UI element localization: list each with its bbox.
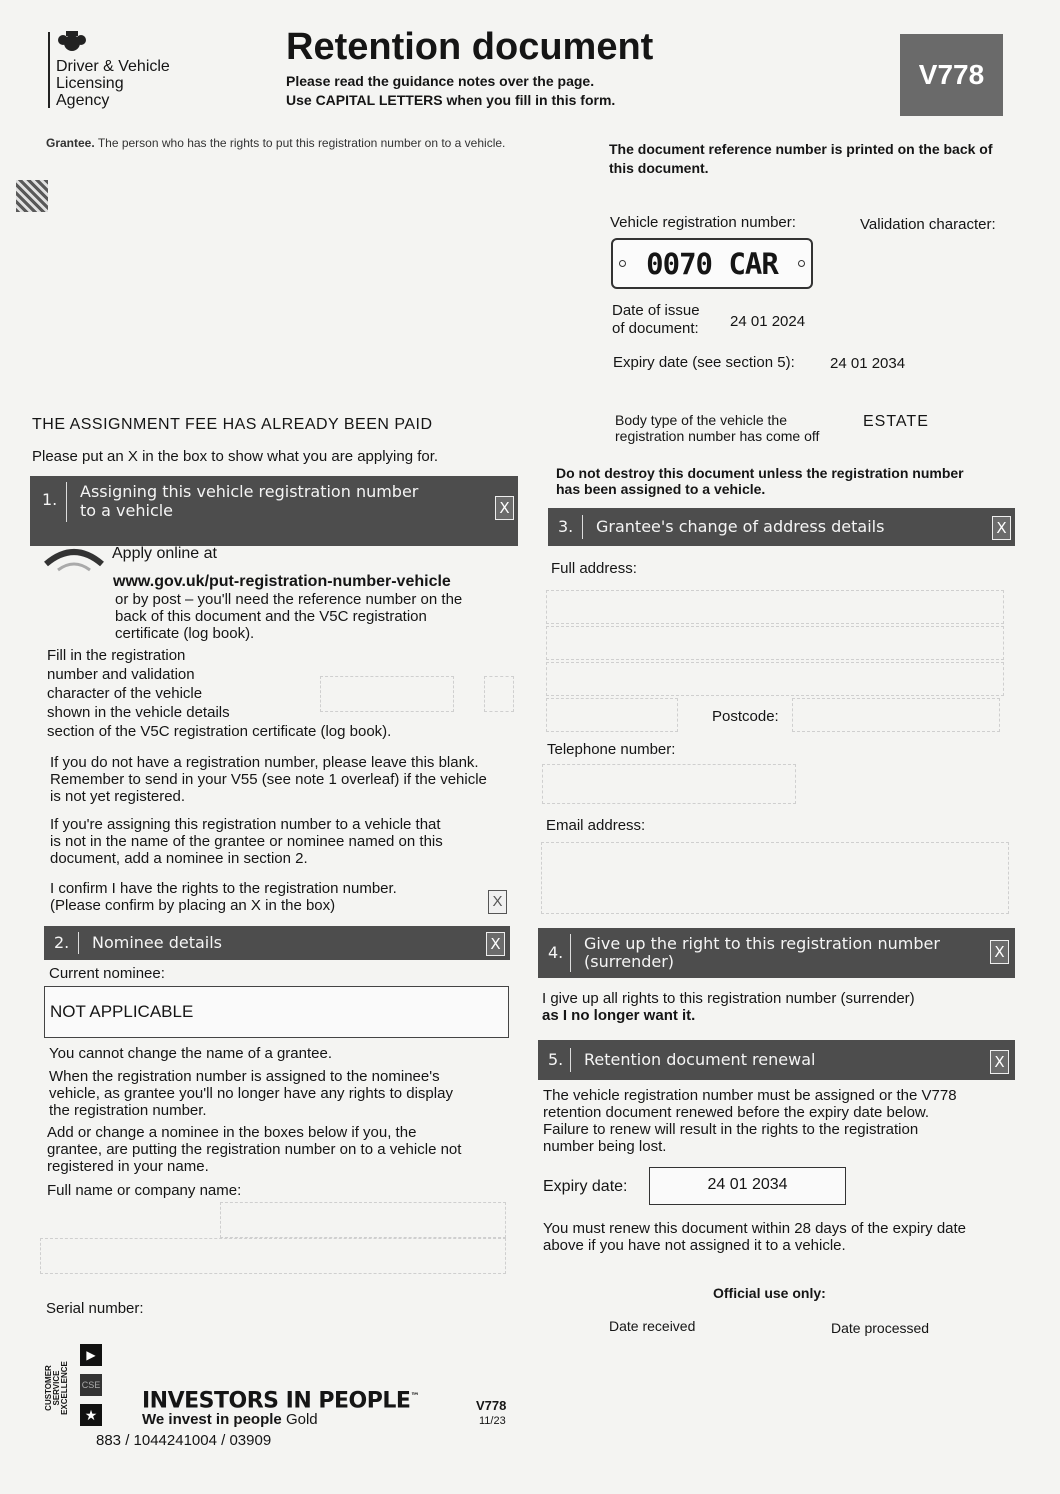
leave-blank-note: If you do not have a registration number, please leave this blank. Remember to send in your V55 (see note 1 overleaf) if the vehicle is not yet registered. bbox=[50, 754, 487, 805]
expiry-value: 24 01 2034 bbox=[830, 355, 906, 372]
plate-bolt-right bbox=[798, 260, 805, 267]
logo-rule bbox=[48, 32, 50, 108]
investors-in-people-logo: INVESTORS IN PEOPLE™ bbox=[142, 1388, 419, 1414]
renewal-expiry-label: Expiry date: bbox=[543, 1178, 628, 1195]
current-nominee-box bbox=[44, 986, 509, 1038]
serial-number-label: Serial number: bbox=[46, 1300, 144, 1317]
add-change-nominee-note: Add or change a nominee in the boxes below if you, the grantee, are putting the registration number on to a vehicle not registered in your name. bbox=[47, 1124, 462, 1175]
reg-number-label: Vehicle registration number: bbox=[610, 214, 796, 231]
renewal-expiry-box bbox=[649, 1167, 846, 1205]
telephone-input[interactable] bbox=[542, 764, 796, 804]
qr-code bbox=[16, 180, 48, 212]
section-3-checkbox[interactable]: X bbox=[992, 516, 1011, 540]
date-issue-value: 24 01 2024 bbox=[730, 313, 806, 330]
section-divider bbox=[78, 932, 79, 954]
subtitle-guidance: Please read the guidance notes over the page. bbox=[286, 73, 595, 89]
section-2-header: 2. Nominee details X bbox=[44, 926, 510, 960]
section-4-header: 4. Give up the right to this registration number (surrender) X bbox=[538, 928, 1015, 978]
section-2-checkbox[interactable]: X bbox=[486, 932, 505, 956]
section-1-checkbox[interactable]: X bbox=[495, 496, 514, 520]
footer-form-version: 11/23 bbox=[479, 1415, 506, 1427]
section-1-header: 1. Assigning this vehicle registration number to a vehicle X bbox=[30, 476, 518, 546]
section-divider bbox=[570, 934, 571, 972]
date-received-label: Date received bbox=[609, 1318, 696, 1334]
expiry-label: Expiry date (see section 5): bbox=[613, 354, 795, 371]
crest-icon bbox=[56, 30, 88, 56]
do-not-destroy-notice: Do not destroy this document unless the registration number has been assigned to a vehicle. bbox=[556, 465, 964, 497]
current-nominee-value: NOT APPLICABLE bbox=[50, 1002, 194, 1021]
date-issue-label: Date of issue of document: bbox=[612, 302, 700, 337]
section-divider bbox=[66, 482, 67, 522]
address-input-row-3[interactable] bbox=[546, 662, 1004, 696]
renewal-expiry-value: 24 01 2034 bbox=[707, 1176, 788, 1193]
plate-text: 0070 CAR bbox=[646, 247, 778, 281]
body-type-label: Body type of the vehicle the registration number has come off bbox=[615, 412, 820, 444]
cse-star-icon: ★ bbox=[80, 1404, 102, 1426]
apply-instruction: Please put an X in the box to show what you are applying for. bbox=[32, 448, 439, 465]
address-input-row-4[interactable] bbox=[546, 698, 678, 732]
assign-reg-number-input[interactable] bbox=[320, 676, 454, 712]
cannot-change-grantee: You cannot change the name of a grantee. bbox=[49, 1045, 333, 1062]
apply-online-text: Apply online at bbox=[112, 545, 217, 562]
address-input-row-1[interactable] bbox=[546, 590, 1004, 624]
wifi-icon bbox=[42, 544, 106, 578]
nominee-name-input-row-1[interactable] bbox=[220, 1202, 506, 1238]
full-address-label: Full address: bbox=[551, 560, 637, 577]
section-4-checkbox[interactable]: X bbox=[990, 940, 1009, 964]
email-input[interactable] bbox=[541, 842, 1009, 914]
dvla-logo bbox=[48, 30, 188, 116]
renewal-requirement: The vehicle registration number must be assigned or the V778 retention document renewed before the expiry date below. Failure to renew will result in the rights to the registration number being lost. bbox=[543, 1087, 957, 1155]
renewal-deadline-note: You must renew this document within 28 days of the expiry date above if you have not assigned it to a vehicle. bbox=[543, 1220, 967, 1254]
date-processed-label: Date processed bbox=[831, 1320, 930, 1336]
fee-paid-notice: THE ASSIGNMENT FEE HAS ALREADY BEEN PAID bbox=[32, 416, 433, 433]
document-code: 883 / 1044241004 / 03909 bbox=[96, 1432, 272, 1449]
customer-service-excellence-logo: CUSTOMER SERVICE EXCELLENCE ▶ CSE ★ bbox=[44, 1344, 120, 1428]
section-3-header: 3. Grantee's change of address details X bbox=[548, 508, 1015, 546]
agency-name: Driver & Vehicle Licensing Agency bbox=[56, 58, 170, 109]
nominee-name-input-row-2[interactable] bbox=[40, 1238, 506, 1274]
grantee-note: Grantee. The person who has the rights to put this registration number on to a vehicle. bbox=[46, 136, 506, 150]
full-name-label: Full name or company name: bbox=[47, 1182, 242, 1199]
cse-play-icon: ▶ bbox=[80, 1344, 102, 1366]
by-post-text: or by post – you'll need the reference number on the back of this document and the V5C registration certificate (log book). bbox=[115, 591, 463, 642]
section-5-checkbox[interactable]: X bbox=[990, 1050, 1009, 1074]
form-code-badge: V778 bbox=[900, 34, 1003, 116]
surrender-text: I give up all rights to this registration number (surrender) as I no longer want it. bbox=[542, 990, 915, 1024]
confirm-rights-checkbox[interactable]: X bbox=[488, 890, 507, 914]
current-nominee-label: Current nominee: bbox=[49, 965, 165, 982]
section-divider bbox=[582, 515, 583, 539]
postcode-label: Postcode: bbox=[712, 708, 779, 725]
section-5-header: 5. Retention document renewal X bbox=[538, 1040, 1015, 1080]
cse-badge-icon: CSE bbox=[80, 1374, 102, 1396]
address-input-row-2[interactable] bbox=[546, 626, 1004, 660]
add-nominee-note: If you're assigning this registration number to a vehicle that is not in the name of the grantee or nominee named on this document, add a nominee in section 2. bbox=[50, 816, 443, 867]
body-type-value: ESTATE bbox=[863, 413, 929, 430]
validation-char-label: Validation character: bbox=[860, 216, 996, 233]
fill-reg-instructions: Fill in the registration number and validation character of the vehicle shown in the vehicle details section of the V5C registration certificate (log book). bbox=[47, 647, 392, 740]
assigned-nominee-note: When the registration number is assigned to the nominee's vehicle, as grantee you'll no longer have any rights to display the registration number. bbox=[49, 1068, 453, 1119]
subtitle-capitals: Use CAPITAL LETTERS when you fill in this form. bbox=[286, 92, 616, 108]
investors-tagline: We invest in people Gold bbox=[142, 1411, 318, 1428]
telephone-label: Telephone number: bbox=[547, 741, 676, 758]
postcode-input[interactable] bbox=[792, 698, 1000, 732]
assign-validation-char-input[interactable] bbox=[484, 676, 514, 712]
page-title: Retention document bbox=[286, 26, 654, 68]
email-label: Email address: bbox=[546, 817, 646, 834]
number-plate bbox=[611, 238, 813, 289]
confirm-rights-text: I confirm I have the rights to the registration number. (Please confirm by placing an X in the box) bbox=[50, 880, 397, 914]
reference-note: The document reference number is printed on the back of this document. bbox=[609, 141, 993, 176]
section-divider bbox=[570, 1048, 571, 1072]
official-use-title: Official use only: bbox=[713, 1285, 826, 1301]
apply-online-link[interactable]: www.gov.uk/put-registration-number-vehicle bbox=[113, 573, 451, 590]
footer-form-code: V778 bbox=[476, 1398, 507, 1413]
